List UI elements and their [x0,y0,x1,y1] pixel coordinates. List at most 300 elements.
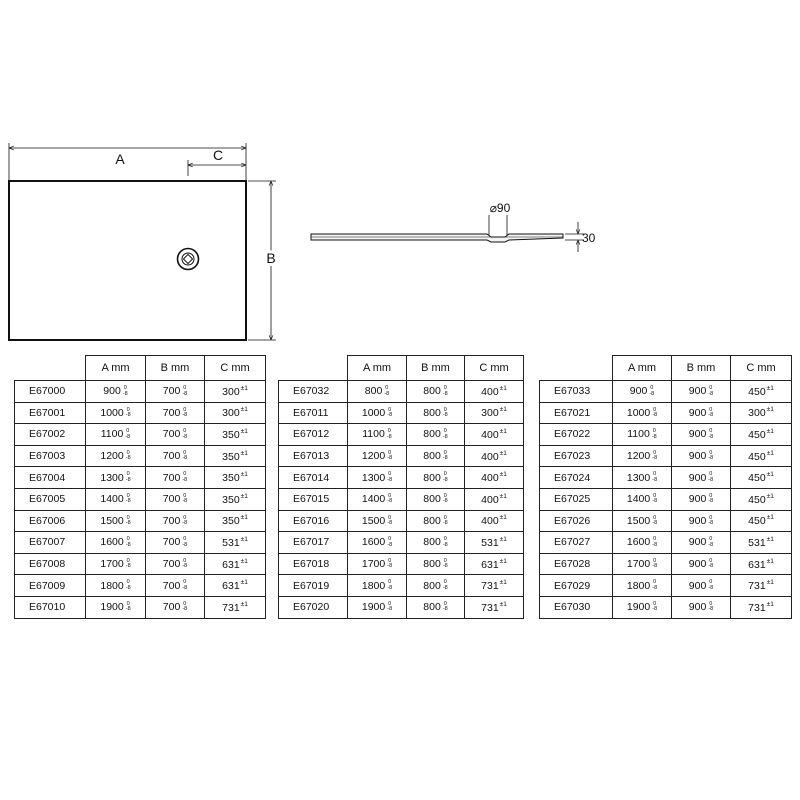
tolerance-lower: -8 [387,455,393,462]
dimension-c-value: 400 [481,472,499,485]
dimension-c-value: 300 [222,385,240,398]
tolerance-lower: -8 [708,584,714,591]
product-code: E67005 [15,488,86,510]
dimension-b-value: 900 [688,471,707,484]
dimension-a-cell [613,575,672,597]
dimension-c-value: 450 [748,515,766,528]
tolerance-upper: 0 [709,557,713,564]
tolerance-lower: -8 [387,520,393,527]
tolerance-plusminus: ±1 [240,492,248,500]
dimension-c-cell [465,424,524,446]
header-a: A mm [86,356,146,381]
dimension-b-cell [407,532,465,554]
dimension-b-value: 900 [688,558,707,571]
dimension-a-value: 1400 [626,493,651,506]
tolerance-upper: 0 [443,471,447,478]
dimension-b-value: 700 [162,536,181,549]
tolerance-lower: -8 [652,520,658,527]
product-code: E67029 [540,575,613,597]
tolerance-minus [182,408,187,419]
dimension-b-value: 900 [688,493,707,506]
dimension-c-value: 450 [748,472,766,485]
dimension-c-cell [205,510,266,532]
tolerance-lower: -8 [652,476,658,483]
tolerance-plusminus: ±1 [499,384,507,392]
tolerance-upper: 0 [387,428,391,435]
tolerance-minus [708,429,713,440]
tolerance-upper: 0 [709,514,713,521]
table-row [279,510,524,532]
tolerance-plusminus: ±1 [240,600,248,608]
dimension-c-cell [465,467,524,489]
tolerance-minus [443,602,448,613]
tolerance-upper: 0 [126,449,130,456]
dimension-b-cell [407,381,465,403]
table-row [540,575,792,597]
tolerance-minus [708,386,713,397]
dimension-c-cell [731,510,792,532]
dimension-c-cell [205,532,266,554]
tolerance-minus [443,537,448,548]
tolerance-lower: -8 [387,584,393,591]
dimension-b-cell [672,532,731,554]
tolerance-upper: 0 [388,557,392,564]
tolerance-upper: 0 [652,428,656,435]
tolerance-lower: -8 [125,563,131,570]
tolerance-lower: -8 [708,455,714,462]
tolerance-minus [652,451,657,462]
tolerance-upper: 0 [183,557,187,564]
tolerance-upper: 0 [709,471,713,478]
tolerance-plusminus: ±1 [766,406,774,414]
dimension-c-value: 350 [222,428,240,441]
tolerance-upper: 0 [653,492,657,499]
dimension-b-cell [672,424,731,446]
table-row [279,532,524,554]
tolerance-upper: 0 [709,385,713,392]
table-row [540,596,792,618]
tolerance-upper: 0 [653,514,657,521]
product-code: E67004 [15,467,86,489]
dimension-a-value: 1400 [100,493,124,506]
dimension-a-value: 1500 [361,514,386,527]
dimension-c-cell [205,488,266,510]
dimension-c-value: 531 [481,536,499,549]
dimension-b-value: 900 [688,579,707,592]
dimension-a-value: 900 [103,385,121,398]
dimension-c-value: 400 [481,515,499,528]
product-code: E67002 [15,424,86,446]
dimension-b-value: 800 [423,601,441,614]
dimension-b-value: 800 [423,536,441,549]
dimension-b-value: 700 [162,385,181,398]
dimension-b-value: 700 [162,558,181,571]
tolerance-upper: 0 [443,492,447,499]
dimension-a-cell [86,553,146,575]
tolerance-plusminus: ±1 [499,449,507,457]
header-c: C mm [731,356,792,381]
tolerance-lower: -8 [125,606,131,613]
dimension-c-value: 631 [222,580,240,593]
dimension-c-cell [731,402,792,424]
dimension-b-cell [146,553,205,575]
label-b: B [266,250,276,266]
product-code: E67024 [540,467,613,489]
dimension-b-cell [407,424,465,446]
dimension-a-cell [86,402,146,424]
tolerance-lower: -8 [125,541,131,548]
dimension-a-cell [86,532,146,554]
product-code: E67020 [279,596,348,618]
table-row [540,532,792,554]
dimension-a-cell [613,596,672,618]
tolerance-minus [182,451,187,462]
tolerance-upper: 0 [653,600,657,607]
product-code: E67003 [15,445,86,467]
dimension-a-cell [613,488,672,510]
dimension-c-value: 400 [481,450,499,463]
tolerance-upper: 0 [183,579,187,586]
product-code: E67000 [15,381,86,403]
tolerance-lower: -8 [125,455,131,462]
table-row [15,488,266,510]
dimension-b-value: 800 [423,428,441,441]
dimension-b-value: 800 [423,385,441,398]
tolerance-plusminus: ±1 [499,492,507,500]
dimension-b-value: 800 [423,493,441,506]
tolerance-lower: -8 [387,563,393,570]
dimension-c-value: 300 [481,407,499,420]
dimension-b-cell [672,575,731,597]
dimension-a-cell [348,445,407,467]
dimension-a-cell [348,381,407,403]
dimension-a-cell [86,510,146,532]
tolerance-lower: -8 [649,390,655,397]
table-row [540,553,792,575]
product-code: E67012 [279,424,348,446]
dimension-a-value: 1700 [626,558,651,571]
dimension-b-cell [407,553,465,575]
tolerance-upper: 0 [126,514,130,521]
dimension-c-value: 300 [748,407,766,420]
dimension-c-value: 731 [222,601,240,614]
tolerance-lower: -8 [442,433,448,440]
tolerance-lower: -8 [708,476,714,483]
dimension-c-value: 450 [748,428,766,441]
dimension-b-value: 800 [423,579,441,592]
dimension-c-cell [205,553,266,575]
dimension-a-cell [348,596,407,618]
drain-diameter-label: ⌀90 [489,201,511,215]
tolerance-minus [126,516,131,527]
dimension-b-value: 700 [162,406,181,419]
header-b: B mm [146,356,205,381]
tolerance-minus [652,494,657,505]
tolerance-upper: 0 [443,385,447,392]
dimension-a-value: 1200 [626,450,651,463]
dimension-a-value: 1800 [100,579,124,592]
tolerance-upper: 0 [126,406,130,413]
tolerance-upper: 0 [388,600,392,607]
tolerance-minus [708,408,713,419]
dimension-c-cell [465,575,524,597]
product-code: E67021 [540,402,613,424]
dimension-c-value: 400 [481,428,499,441]
dimension-a-value: 1100 [362,428,385,441]
dimension-a-cell [86,575,146,597]
dimension-b-value: 700 [162,428,181,441]
tolerance-upper: 0 [123,385,127,392]
tolerance-minus [123,386,128,397]
dimension-c-cell [731,488,792,510]
tolerance-minus [126,537,131,548]
tolerance-upper: 0 [183,428,187,435]
tolerance-lower: -8 [652,563,658,570]
tolerance-upper: 0 [443,600,447,607]
product-code: E67018 [279,553,348,575]
tolerance-minus [443,386,448,397]
tolerance-upper: 0 [385,385,389,392]
tolerance-lower: -8 [125,433,131,440]
dimension-c-value: 450 [748,385,766,398]
tolerance-upper: 0 [183,471,187,478]
dimension-b-cell [672,467,731,489]
dimension-a-value: 1100 [627,428,650,441]
dimension-a-cell [348,575,407,597]
tolerance-minus [443,559,448,570]
dimension-b-value: 700 [162,493,181,506]
tolerance-upper: 0 [183,492,187,499]
tolerance-minus [387,451,392,462]
tolerance-minus [126,408,131,419]
dimension-c-value: 531 [222,536,240,549]
dimension-c-value: 631 [222,558,240,571]
dimension-a-value: 1200 [361,450,386,463]
dimension-a-value: 1700 [361,558,386,571]
tolerance-lower: -8 [182,541,188,548]
tolerance-minus [652,559,657,570]
tolerance-upper: 0 [709,406,713,413]
dimension-a-cell [86,596,146,618]
dimension-c-value: 350 [222,472,240,485]
tolerance-minus [652,472,657,483]
tolerance-lower: -8 [442,606,448,613]
dimension-b-cell [672,553,731,575]
dimension-a-value: 1900 [361,601,386,614]
dimension-c-value: 300 [222,407,240,420]
tolerance-minus [182,537,187,548]
dimension-c-value: 400 [481,493,499,506]
product-code: E67026 [540,510,613,532]
table-row [15,553,266,575]
dimension-b-cell [407,488,465,510]
dimension-c-cell [731,445,792,467]
dimension-b-cell [146,424,205,446]
product-code: E67017 [279,532,348,554]
tolerance-upper: 0 [709,492,713,499]
product-code: E67019 [279,575,348,597]
dimension-b-cell [672,445,731,467]
tolerance-upper: 0 [653,406,657,413]
tolerance-minus [182,559,187,570]
tolerance-lower: -8 [442,390,448,397]
dimension-c-cell [465,445,524,467]
tolerance-lower: -8 [182,584,188,591]
dimension-c-cell [205,445,266,467]
tolerance-lower: -8 [387,498,393,505]
tolerance-upper: 0 [653,557,657,564]
tolerance-plusminus: ±1 [240,535,248,543]
dimension-a-cell [86,488,146,510]
dimension-c-cell [205,381,266,403]
tolerance-minus [182,602,187,613]
tolerance-lower: -8 [182,476,188,483]
tolerance-plusminus: ±1 [240,514,248,522]
height-label: 30 [582,231,596,245]
tolerance-plusminus: ±1 [240,471,248,479]
table-row [15,402,266,424]
tolerance-upper: 0 [443,579,447,586]
tolerance-upper: 0 [709,579,713,586]
dimension-c-value: 450 [748,450,766,463]
tolerance-upper: 0 [443,406,447,413]
tolerance-minus [126,559,131,570]
dimension-a-value: 1500 [626,514,651,527]
dimension-c-cell [465,532,524,554]
tolerance-minus [652,580,657,591]
dimension-b-value: 900 [688,428,707,441]
tolerance-lower: -8 [182,520,188,527]
dimension-b-cell [672,402,731,424]
tolerance-lower: -8 [442,520,448,527]
tolerance-lower: -8 [125,476,131,483]
tolerance-plusminus: ±1 [766,579,774,587]
product-code: E67032 [279,381,348,403]
table-row [279,445,524,467]
tolerance-lower: -8 [442,541,448,548]
dimension-b-cell [146,488,205,510]
tolerance-lower: -8 [442,563,448,570]
tolerance-lower: -8 [708,541,714,548]
table-row [540,488,792,510]
dimension-c-cell [731,424,792,446]
tolerance-plusminus: ±1 [766,427,774,435]
dimension-b-cell [672,510,731,532]
table-row [540,424,792,446]
tolerance-upper: 0 [653,471,657,478]
dimension-c-cell [465,402,524,424]
dimension-a-value: 800 [364,385,383,398]
tolerance-lower: -8 [708,520,714,527]
tolerance-lower: -8 [182,455,188,462]
dimension-b-value: 900 [688,406,707,419]
tolerance-lower: -8 [652,606,658,613]
label-c: C [212,147,224,163]
tolerance-upper: 0 [653,536,657,543]
tolerance-minus [126,580,131,591]
tolerance-minus [708,494,713,505]
product-code: E67006 [15,510,86,532]
table-row [15,596,266,618]
dimension-a-cell [613,532,672,554]
tolerance-minus [387,580,392,591]
tolerance-plusminus: ±1 [766,557,774,565]
dimension-c-cell [731,532,792,554]
dimension-b-cell [407,445,465,467]
product-code: E67007 [15,532,86,554]
table-row [15,467,266,489]
dimension-a-value: 1000 [361,406,386,419]
tolerance-upper: 0 [709,600,713,607]
dimension-a-value: 1400 [361,493,386,506]
table-row [540,381,792,403]
dimension-a-value: 1300 [361,471,386,484]
tolerance-minus [652,429,657,440]
dimension-a-value: 1000 [100,406,124,419]
tolerance-lower: -8 [182,412,188,419]
tolerance-minus [182,516,187,527]
dimension-c-cell [731,467,792,489]
tolerance-upper: 0 [653,579,657,586]
tolerance-lower: -8 [387,476,393,483]
tolerance-minus [387,408,392,419]
table-row [15,575,266,597]
dimension-b-cell [672,381,731,403]
dimension-a-value: 1300 [100,471,124,484]
product-code: E67027 [540,532,613,554]
tolerance-minus [384,386,389,397]
dimension-b-cell [672,488,731,510]
tolerance-plusminus: ±1 [240,449,248,457]
spec-table-700 [14,355,266,619]
tolerance-minus [126,451,131,462]
tolerance-plusminus: ±1 [499,427,507,435]
tolerance-lower: -8 [652,584,658,591]
side-view [311,201,596,252]
dimension-c-value: 731 [748,601,766,614]
table-row [15,445,266,467]
tolerance-upper: 0 [443,514,447,521]
tolerance-lower: -8 [652,412,658,419]
tolerance-upper: 0 [183,385,187,392]
table-row [279,424,524,446]
dimension-c-value: 350 [222,515,240,528]
dimension-b-value: 800 [423,406,441,419]
product-code: E67014 [279,467,348,489]
dimension-c-value: 350 [222,450,240,463]
tolerance-minus [652,537,657,548]
dimension-a-cell [348,424,407,446]
tolerance-plusminus: ±1 [240,384,248,392]
tolerance-upper: 0 [183,449,187,456]
tolerance-minus [708,516,713,527]
table-row [279,553,524,575]
product-code: E67025 [540,488,613,510]
label-a: A [115,151,125,167]
tolerance-minus [387,602,392,613]
tolerance-minus [708,602,713,613]
tolerance-plusminus: ±1 [766,471,774,479]
tolerance-lower: -8 [442,476,448,483]
dimension-c-cell [465,553,524,575]
tolerance-lower: -8 [652,541,658,548]
tolerance-minus [387,472,392,483]
dimension-b-value: 700 [162,471,181,484]
dimension-a-cell [86,445,146,467]
tolerance-minus [126,494,131,505]
table-row [540,467,792,489]
dimension-a-cell [348,488,407,510]
